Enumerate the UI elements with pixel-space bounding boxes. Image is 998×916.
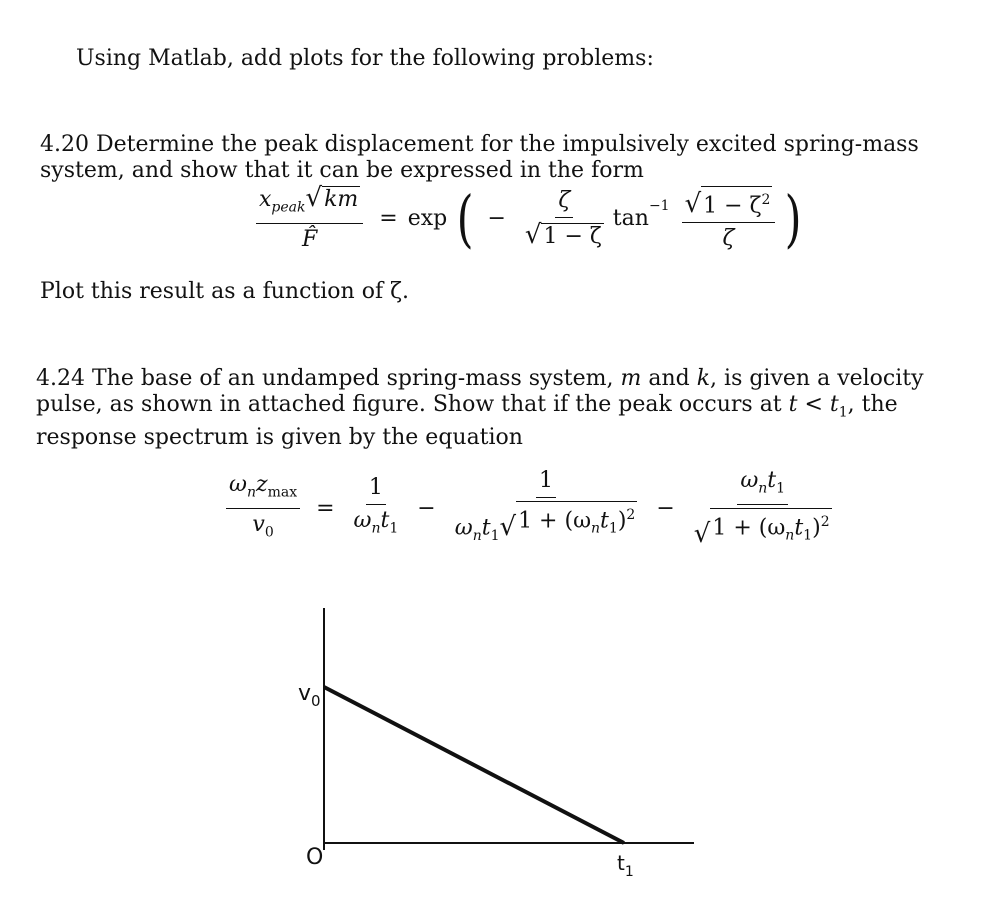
zeta-fraction: ζ √ 1 − ζ (524, 187, 602, 250)
arctan-argument: √ $1 - \zeta^2$ ζ (682, 186, 776, 252)
problem-number: 4.20 (40, 132, 89, 157)
problem-statement: Determine the peak displacement for the impulsively excited spring-mass system, and show that it can be expressed in the form (40, 132, 919, 183)
origin-label: O (306, 845, 324, 870)
problem-4-24-text: 4.24 The base of an undamped spring-mass system, m and k, is given a velocity pulse, as shown in attached figure. Show that if the peak occurs at $t < t_1$, the response spectrum is given by the equation (36, 366, 924, 451)
velocity-pulse-figure (290, 600, 710, 890)
term-2: 1 $\omega_nt_1$ √ $1 + (\omega_nt_1)^2$ (454, 468, 636, 545)
spectrum-lhs: $\frac{\omega_nz_{max}}{v_0}$ (226, 472, 300, 546)
problem-4-20-text (40, 132, 960, 184)
t1-label: $t_1$ (617, 851, 634, 880)
equation-4-24: $\frac{\omega_nz_{max}}{v_0}$ = $\frac{1}{\omega_nt_1}$ − 1 $\omega_nt_1$ √ $1 + (\omega_nt_1)^2$ − $\omega_nt_1$ √ $1 + (\omega_nt_1)^2$ (220, 468, 841, 549)
problem-4-20-followup: Plot this result as a function of ζ. (40, 279, 410, 304)
lhs-fraction: $x_{peak}$ √ km F̂ (256, 184, 363, 253)
pulse-ramp-line (324, 687, 624, 843)
intro-text: Using Matlab, add plots for the following problems: (76, 46, 654, 71)
v0-label: $v_0$ (298, 681, 321, 710)
equation-4-20: $x_{peak}$ √ km F̂ = exp ( − ζ √ 1 − ζ tan $^{-1}$ √ $1 - \zeta^2$ ζ ) (250, 184, 806, 253)
term-1: $\frac{1}{\omega_nt_1}$ (353, 475, 399, 537)
term-3: $\omega_nt_1$ √ $1 + (\omega_nt_1)^2$ (693, 468, 830, 550)
